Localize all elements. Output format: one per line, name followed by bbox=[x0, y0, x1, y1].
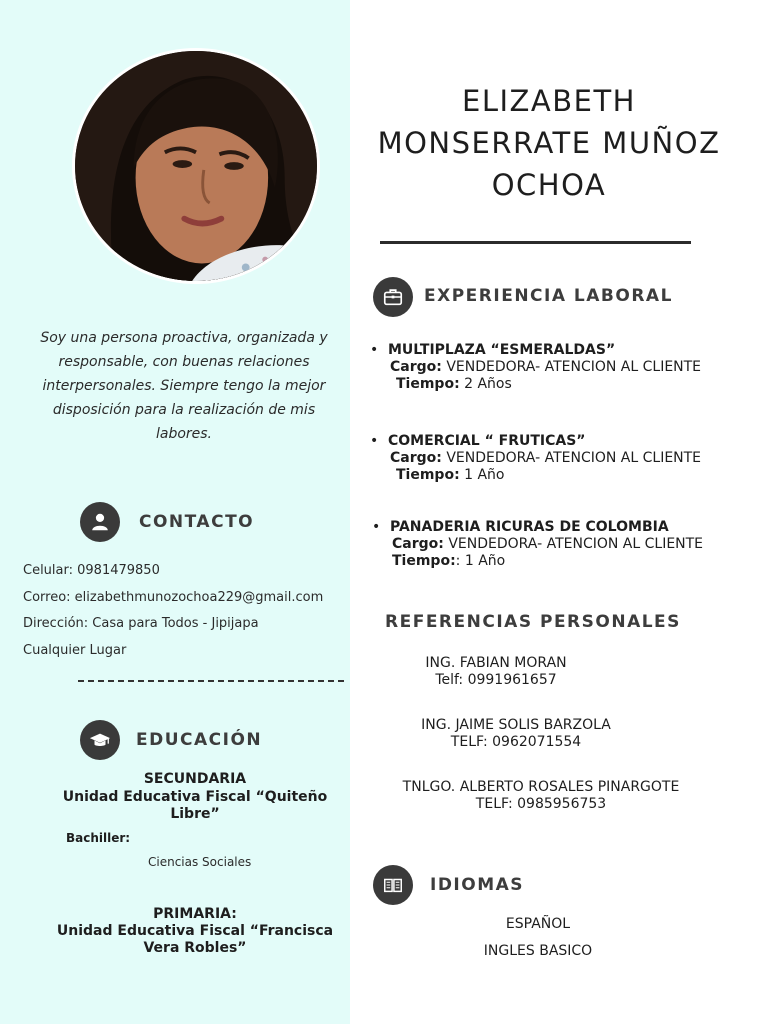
name-line: OCHOA bbox=[491, 168, 607, 202]
name-divider bbox=[380, 241, 691, 244]
bullet: • bbox=[372, 519, 381, 535]
reference-name: ING. JAIME SOLIS BARZOLA bbox=[421, 717, 611, 733]
education-heading: EDUCACIÓN bbox=[136, 730, 263, 750]
graduation-cap-icon bbox=[80, 720, 120, 760]
job-role: VENDEDORA- ATENCION AL CLIENTE bbox=[441, 450, 702, 466]
reference-phone: Telf: 0991961657 bbox=[435, 672, 557, 688]
job-time: 1 Año bbox=[459, 467, 505, 483]
languages-heading: IDIOMAS bbox=[430, 875, 525, 895]
education-primary-school: Unidad Educativa Fiscal “Francisca Vera Robles” bbox=[56, 923, 334, 956]
reference-phone: TELF: 0985956753 bbox=[475, 796, 607, 812]
job-item bbox=[370, 433, 701, 484]
job-role: VENDEDORA- ATENCION AL CLIENTE bbox=[441, 359, 702, 375]
contact-heading: CONTACTO bbox=[139, 512, 255, 532]
job-time-label: Tiempo: bbox=[396, 467, 460, 483]
job-time: 2 Años bbox=[459, 376, 512, 392]
job-company: PANADERIA RICURAS DE COLOMBIA bbox=[390, 519, 669, 535]
language-item: INGLES BASICO bbox=[483, 943, 593, 959]
job-role-label: Cargo: bbox=[390, 359, 442, 375]
profile-summary: Soy una persona proactiva, organizada y responsable, con buenas relaciones interpersonales. Siempre tengo la mejor disposición para la realización de mis labores. bbox=[40, 330, 328, 442]
bullet: • bbox=[370, 433, 379, 449]
contact-phone: Celular: 0981479850 bbox=[23, 563, 160, 578]
contact-address: Dirección: Casa para Todos - Jipijapa bbox=[23, 616, 259, 631]
name-line: ELIZABETH bbox=[462, 84, 636, 118]
education-degree-value: Ciencias Sociales bbox=[148, 855, 252, 869]
reference-name: TNLGO. ALBERTO ROSALES PINARGOTE bbox=[402, 779, 680, 795]
job-time-label: Tiempo: bbox=[396, 376, 460, 392]
reference-item bbox=[396, 655, 596, 689]
contact-email: Correo: elizabethmunozochoa229@gmail.com bbox=[23, 590, 324, 605]
book-icon bbox=[373, 865, 413, 905]
job-role-label: Cargo: bbox=[392, 536, 444, 552]
graduation-cap-glyph bbox=[89, 729, 111, 751]
job-time: : 1 Año bbox=[455, 553, 506, 569]
contact-address-extra: Cualquier Lugar bbox=[23, 643, 127, 658]
bullet: • bbox=[370, 342, 379, 358]
user-icon-glyph bbox=[89, 511, 111, 533]
job-company: MULTIPLAZA “ESMERALDAS” bbox=[388, 342, 616, 358]
full-name bbox=[360, 80, 738, 206]
briefcase-icon bbox=[373, 277, 413, 317]
book-glyph bbox=[382, 874, 404, 896]
name-line: MONSERRATE MUÑOZ bbox=[377, 126, 721, 160]
job-item bbox=[372, 519, 703, 570]
reference-item bbox=[396, 717, 636, 751]
reference-phone: TELF: 0962071554 bbox=[450, 734, 582, 750]
reference-name: ING. FABIAN MORAN bbox=[425, 655, 567, 671]
experience-heading: EXPERIENCIA LABORAL bbox=[424, 286, 673, 306]
reference-item bbox=[380, 779, 702, 813]
job-company: COMERCIAL “ FRUTICAS” bbox=[388, 433, 586, 449]
profile-photo bbox=[72, 48, 320, 284]
job-time-label: Tiempo: bbox=[392, 553, 456, 569]
references-heading: REFERENCIAS PERSONALES bbox=[385, 612, 681, 632]
job-role: VENDEDORA- ATENCION AL CLIENTE bbox=[443, 536, 704, 552]
education-secondary-school: Unidad Educativa Fiscal “Quiteño Libre” bbox=[62, 789, 328, 822]
user-icon bbox=[80, 502, 120, 542]
language-item: ESPAÑOL bbox=[505, 916, 571, 932]
contact-separator bbox=[78, 680, 344, 682]
education-secondary-level: SECUNDARIA bbox=[143, 771, 247, 787]
education-degree-label: Bachiller: bbox=[66, 831, 131, 845]
briefcase-glyph bbox=[382, 286, 404, 308]
job-item bbox=[370, 342, 701, 393]
job-role-label: Cargo: bbox=[390, 450, 442, 466]
education-primary-level: PRIMARIA: bbox=[153, 906, 237, 922]
profile-photo-illustration bbox=[75, 51, 317, 281]
